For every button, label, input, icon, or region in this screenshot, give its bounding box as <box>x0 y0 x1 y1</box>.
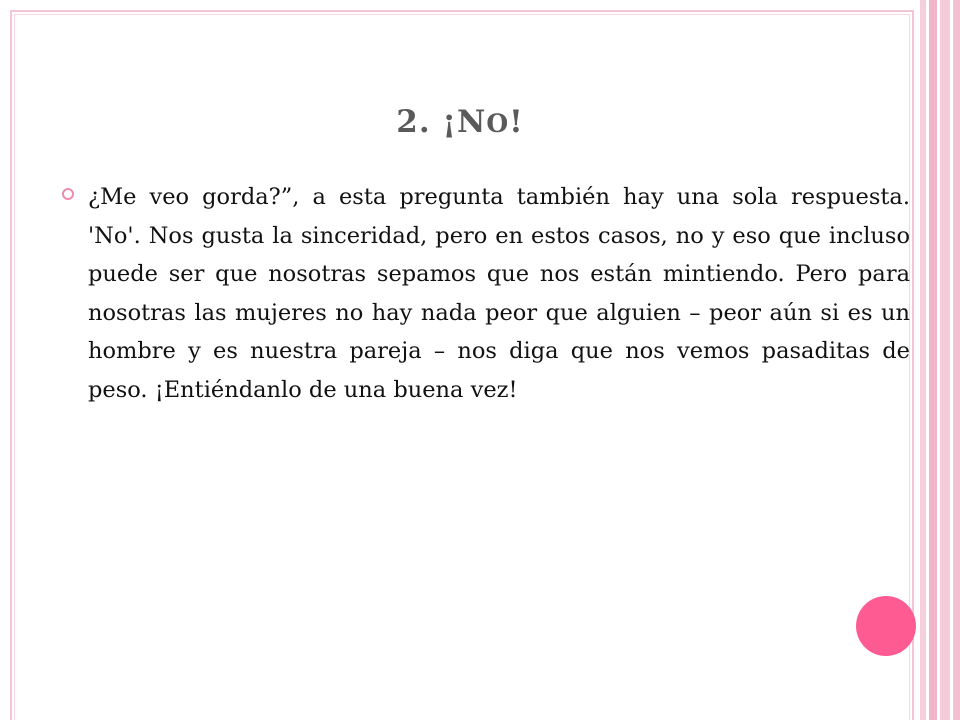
decorative-stripe <box>953 0 960 720</box>
decorative-stripe <box>940 0 950 720</box>
accent-circle <box>856 596 916 656</box>
title-prefix: 2. ¡N <box>396 104 487 140</box>
slide-title <box>40 104 880 140</box>
bullet-circle-icon <box>62 188 74 200</box>
bullet-text: ¿Me veo gorda?”, a esta pregunta también hay una sola respuesta. 'No'. Nos gusta la sinceridad, pero en estos casos, no y eso que incluso puede ser que nosotras sepamos que nos están mintiendo. Pero para nosotras las mujeres no hay nada peor que alguien – peor aún si es un hombre y es nuestra pareja – nos diga que nos vemos pasaditas de peso. ¡Entiéndanlo de una buena vez! <box>88 184 910 403</box>
title-smallcaps: O <box>486 109 510 138</box>
title-suffix: ! <box>509 104 524 140</box>
decorative-stripe <box>929 0 937 720</box>
